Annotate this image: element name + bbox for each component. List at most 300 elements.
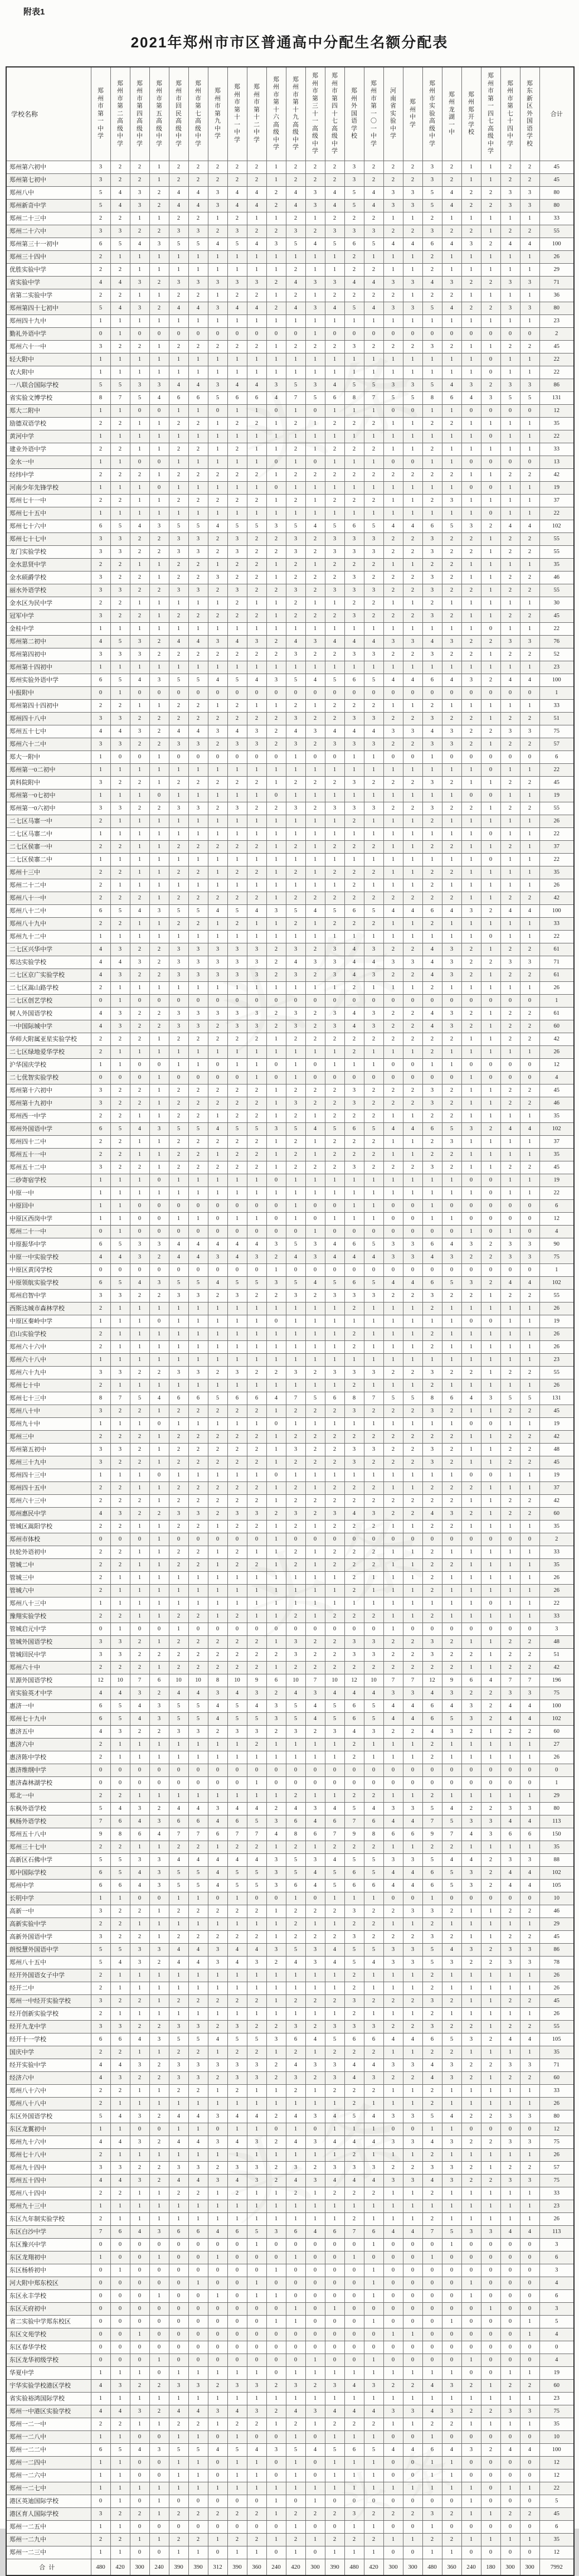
value-cell: 1: [305, 1225, 325, 1238]
value-cell: 1: [364, 366, 383, 379]
value-cell: 2: [461, 2405, 481, 2418]
school-name-cell: 优胜实验中学: [6, 263, 91, 276]
value-cell: 2: [208, 1507, 227, 1520]
value-cell: 1: [188, 2456, 208, 2469]
value-cell: 1: [110, 1174, 130, 1187]
value-cell: 4: [227, 379, 247, 391]
value-cell: 1: [305, 879, 325, 892]
value-cell: 2: [403, 2071, 422, 2084]
value-cell: 1: [500, 212, 520, 225]
value-cell: 3: [461, 520, 481, 532]
value-cell: 1: [305, 1302, 325, 1315]
value-cell: 1: [383, 1520, 403, 1533]
value-cell: 1: [481, 866, 500, 879]
value-cell: 1: [364, 1738, 383, 1751]
value-cell: 2: [325, 1648, 344, 1661]
value-cell: 0: [208, 2315, 227, 2328]
value-cell: 2: [149, 2379, 169, 2392]
value-cell: 5: [208, 391, 227, 404]
row-total-cell: 52: [539, 648, 574, 661]
value-cell: 1: [247, 917, 266, 930]
value-cell: 7: [383, 1674, 403, 1687]
value-cell: 1: [520, 597, 539, 609]
value-cell: 1: [91, 789, 110, 802]
value-cell: 1: [481, 1443, 500, 1456]
row-total-cell: 29: [539, 1789, 574, 1802]
value-cell: 1: [130, 314, 149, 327]
value-cell: 1: [500, 2097, 520, 2110]
value-cell: 6: [91, 2033, 110, 2046]
value-cell: 2: [110, 558, 130, 571]
value-cell: 1: [149, 1379, 169, 1392]
value-cell: 1: [208, 1417, 227, 1430]
value-cell: 1: [461, 1558, 481, 1571]
value-cell: 3: [91, 1084, 110, 1097]
value-cell: 5: [188, 1879, 208, 1892]
table-row: [6, 2084, 574, 2097]
value-cell: 1: [481, 2533, 500, 2546]
value-cell: 1: [364, 1045, 383, 1058]
school-name-cell: 郑州第七初中: [6, 173, 91, 186]
value-cell: 1: [500, 661, 520, 674]
value-cell: 1: [169, 481, 188, 494]
value-cell: 1: [500, 1187, 520, 1199]
value-cell: 1: [266, 2495, 286, 2507]
value-cell: 3: [91, 1289, 110, 1302]
value-cell: 1: [149, 815, 169, 827]
value-cell: 1: [227, 2097, 247, 2110]
value-cell: 3: [325, 2020, 344, 2033]
value-cell: 1: [442, 1546, 461, 1558]
value-cell: 3: [188, 1289, 208, 1302]
value-cell: 5: [110, 379, 130, 391]
value-cell: 3: [481, 2225, 500, 2238]
column-header-text: 郑州市第一四七高级中学: [488, 72, 494, 154]
value-cell: 4: [227, 2136, 247, 2148]
value-cell: 3: [442, 1020, 461, 1033]
value-cell: 2: [500, 545, 520, 558]
value-cell: 3: [110, 1289, 130, 1302]
value-cell: 6: [91, 1879, 110, 1892]
value-cell: 7: [500, 1674, 520, 1687]
value-cell: 1: [481, 1930, 500, 1943]
value-cell: 1: [91, 2430, 110, 2443]
value-cell: 1: [461, 1135, 481, 1148]
school-name-cell: 二七区兴华中学: [6, 943, 91, 956]
value-cell: 0: [266, 404, 286, 417]
value-cell: 1: [461, 1918, 481, 1930]
value-cell: 1: [461, 853, 481, 866]
value-cell: 0: [364, 1623, 383, 1635]
value-cell: 2: [91, 815, 110, 827]
value-cell: 2: [227, 571, 247, 584]
value-cell: 1: [149, 1097, 169, 1110]
value-cell: 0: [442, 1764, 461, 1776]
value-cell: 3: [383, 1802, 403, 1815]
value-cell: 3: [188, 532, 208, 545]
value-cell: 2: [130, 1033, 149, 1045]
value-cell: 1: [481, 815, 500, 827]
value-cell: 0: [344, 686, 364, 699]
value-cell: 0: [247, 1623, 266, 1635]
value-cell: 2: [344, 1045, 364, 1058]
value-cell: 1: [383, 1469, 403, 1481]
value-cell: 1: [481, 443, 500, 456]
value-cell: 2: [110, 571, 130, 584]
value-cell: 1: [169, 2366, 188, 2379]
value-cell: 3: [422, 1456, 442, 1469]
value-cell: 5: [188, 674, 208, 686]
value-cell: 0: [130, 1212, 149, 1225]
value-cell: 2: [481, 1879, 500, 1892]
value-cell: 0: [247, 2328, 266, 2341]
value-cell: 1: [520, 417, 539, 430]
value-cell: 4: [422, 1687, 442, 1699]
value-cell: 2: [130, 1084, 149, 1097]
value-cell: 2: [344, 443, 364, 456]
value-cell: 2: [110, 1033, 130, 1045]
value-cell: 1: [403, 1610, 422, 1623]
value-cell: 1: [149, 1610, 169, 1623]
value-cell: 0: [325, 2264, 344, 2277]
column-total-cell: 300: [500, 2559, 520, 2575]
value-cell: 4: [325, 725, 344, 738]
value-cell: 4: [500, 238, 520, 250]
value-cell: 0: [344, 2277, 364, 2289]
table-row: [6, 2110, 574, 2123]
value-cell: 1: [305, 622, 325, 635]
value-cell: 1: [266, 1841, 286, 1853]
value-cell: 3: [91, 173, 110, 186]
value-cell: 10: [364, 1674, 383, 1687]
value-cell: 1: [442, 250, 461, 263]
value-cell: 0: [344, 994, 364, 1007]
value-cell: 0: [110, 1764, 130, 1776]
value-cell: 5: [227, 904, 247, 917]
value-cell: 1: [325, 2200, 344, 2212]
school-name-cell: 省二实验中学郑东校区: [6, 2315, 91, 2328]
value-cell: 1: [383, 1135, 403, 1148]
value-cell: 2: [286, 1405, 305, 1417]
value-cell: 0: [344, 1776, 364, 1789]
value-cell: 1: [169, 789, 188, 802]
value-cell: 2: [247, 289, 266, 302]
value-cell: 2: [325, 2046, 344, 2059]
value-cell: 2: [403, 1507, 422, 1520]
value-cell: 2: [422, 1340, 442, 1353]
value-cell: 4: [383, 1866, 403, 1879]
value-cell: 5: [110, 238, 130, 250]
value-cell: 1: [461, 1635, 481, 1648]
value-cell: 1: [149, 2148, 169, 2161]
value-cell: 1: [208, 212, 227, 225]
value-cell: 2: [247, 1033, 266, 1045]
value-cell: 2: [169, 1905, 188, 1918]
value-cell: 4: [188, 1853, 208, 1866]
value-cell: 0: [188, 2289, 208, 2302]
row-total-cell: 33: [539, 212, 574, 225]
value-cell: 1: [110, 1469, 130, 1481]
value-cell: 3: [266, 1699, 286, 1712]
value-cell: 2: [422, 417, 442, 430]
row-total-cell: 45: [539, 776, 574, 789]
table-row: [6, 1571, 574, 1584]
value-cell: 1: [266, 866, 286, 879]
value-cell: 5: [247, 1276, 266, 1289]
table-row: [6, 1866, 574, 1879]
value-cell: 2: [383, 545, 403, 558]
value-cell: 0: [110, 750, 130, 763]
value-cell: 1: [520, 1379, 539, 1392]
value-cell: 3: [500, 1251, 520, 1263]
value-cell: 1: [442, 879, 461, 892]
table-row: [6, 276, 574, 289]
value-cell: 1: [500, 481, 520, 494]
value-cell: 1: [500, 314, 520, 327]
value-cell: 1: [364, 2456, 383, 2469]
table-row: [6, 1994, 574, 2007]
value-cell: 1: [266, 1930, 286, 1943]
value-cell: 2: [422, 250, 442, 263]
value-cell: 3: [91, 545, 110, 558]
value-cell: 2: [188, 1841, 208, 1853]
value-cell: 3: [286, 943, 305, 956]
totals-label-cell: 合计: [6, 2559, 91, 2575]
value-cell: 0: [403, 1533, 422, 1546]
value-cell: 1: [91, 1353, 110, 1366]
value-cell: 10: [286, 1674, 305, 1687]
value-cell: 1: [149, 1969, 169, 1982]
value-cell: 1: [208, 2046, 227, 2059]
column-header-cell: [247, 67, 266, 161]
value-cell: 2: [442, 2507, 461, 2520]
value-cell: 1: [247, 1315, 266, 1328]
value-cell: 1: [247, 981, 266, 994]
value-cell: 0: [130, 2251, 149, 2264]
value-cell: 3: [91, 1905, 110, 1918]
value-cell: 1: [461, 366, 481, 379]
value-cell: 0: [461, 1212, 481, 1225]
column-total-cell: 390: [325, 2559, 344, 2575]
value-cell: 2: [344, 1494, 364, 1507]
value-cell: 1: [442, 507, 461, 520]
value-cell: 1: [247, 2007, 266, 2020]
value-cell: 0: [247, 2315, 266, 2328]
value-cell: 5: [188, 238, 208, 250]
value-cell: 6: [110, 2033, 130, 2046]
school-name-cell: 郑州第十九初中: [6, 1097, 91, 1110]
value-cell: 2: [247, 2020, 266, 2033]
value-cell: 4: [247, 1943, 266, 1956]
value-cell: 2: [169, 1841, 188, 1853]
table-row: [6, 1289, 574, 1302]
value-cell: 4: [403, 1879, 422, 1892]
value-cell: 4: [344, 2405, 364, 2418]
table-row: [6, 1533, 574, 1546]
value-cell: 0: [169, 1263, 188, 1276]
value-cell: 3: [149, 1853, 169, 1866]
value-cell: 2: [149, 276, 169, 289]
value-cell: 0: [208, 2469, 227, 2482]
value-cell: 7: [169, 1828, 188, 1841]
value-cell: 1: [461, 917, 481, 930]
value-cell: 4: [266, 391, 286, 404]
value-cell: 2: [188, 1520, 208, 1533]
value-cell: 2: [130, 712, 149, 725]
value-cell: 2: [227, 494, 247, 507]
value-cell: 2: [110, 1161, 130, 1174]
value-cell: 2: [227, 558, 247, 571]
row-total-cell: 45: [539, 1930, 574, 1943]
value-cell: 0: [208, 327, 227, 340]
table-header: [6, 67, 574, 161]
value-cell: 1: [422, 2430, 442, 2443]
value-cell: 2: [130, 1635, 149, 1648]
value-cell: 0: [500, 1623, 520, 1635]
value-cell: 2: [364, 1841, 383, 1853]
value-cell: 0: [227, 1225, 247, 1238]
value-cell: 4: [442, 302, 461, 314]
value-cell: 0: [227, 994, 247, 1007]
table-row: [6, 2123, 574, 2136]
value-cell: 4: [169, 186, 188, 199]
value-cell: 2: [500, 532, 520, 545]
value-cell: 2: [110, 494, 130, 507]
value-cell: 1: [344, 2200, 364, 2212]
value-cell: 2: [344, 558, 364, 571]
column-header-cell: [305, 67, 325, 161]
value-cell: 1: [500, 1302, 520, 1315]
row-total-cell: 26: [539, 1328, 574, 1340]
value-cell: 6: [169, 1815, 188, 1828]
value-cell: 1: [188, 2212, 208, 2225]
value-cell: 2: [364, 289, 383, 302]
value-cell: 2: [383, 173, 403, 186]
value-cell: 1: [169, 1982, 188, 1994]
school-name-cell: 东区永丰学校: [6, 2289, 91, 2302]
value-cell: 3: [208, 2110, 227, 2123]
value-cell: 2: [383, 1161, 403, 1174]
value-cell: 2: [520, 738, 539, 750]
table-row: [6, 1071, 574, 1084]
value-cell: 3: [169, 1007, 188, 1020]
value-cell: 2: [325, 2507, 344, 2520]
row-total-cell: 45: [539, 1994, 574, 2007]
value-cell: 1: [481, 1097, 500, 1110]
value-cell: 2: [305, 1033, 325, 1045]
value-cell: 2: [169, 1930, 188, 1943]
value-cell: 2: [266, 956, 286, 969]
value-cell: 2: [344, 840, 364, 853]
value-cell: 1: [266, 1187, 286, 1199]
value-cell: 6: [286, 1879, 305, 1892]
value-cell: 2: [442, 1084, 461, 1097]
value-cell: 1: [286, 1340, 305, 1353]
value-cell: 2: [247, 1148, 266, 1161]
value-cell: 1: [461, 468, 481, 481]
value-cell: 2: [169, 340, 188, 353]
value-cell: 1: [91, 1199, 110, 1212]
value-cell: 1: [247, 763, 266, 776]
value-cell: 1: [442, 212, 461, 225]
value-cell: 3: [442, 2059, 461, 2071]
value-cell: 1: [188, 1918, 208, 1930]
value-cell: 3: [208, 2405, 227, 2418]
value-cell: 1: [169, 2212, 188, 2225]
value-cell: 1: [422, 2251, 442, 2264]
value-cell: 3: [403, 635, 422, 648]
value-cell: 1: [130, 827, 149, 840]
value-cell: 1: [208, 699, 227, 712]
value-cell: 1: [266, 815, 286, 827]
value-cell: 3: [520, 276, 539, 289]
value-cell: 3: [325, 2071, 344, 2084]
value-cell: 0: [305, 1058, 325, 1071]
school-name-cell: 郑州第一0二初中: [6, 763, 91, 776]
value-cell: 1: [325, 2430, 344, 2443]
value-cell: 1: [481, 1751, 500, 1764]
column-header-text: 郑州郑开学校: [468, 91, 474, 136]
value-cell: 2: [325, 173, 344, 186]
value-cell: 2: [422, 1661, 442, 1674]
value-cell: 1: [481, 1584, 500, 1597]
school-name-cell: 二七区马寨二中: [6, 827, 91, 840]
value-cell: 6: [442, 391, 461, 404]
value-cell: 1: [383, 2046, 403, 2059]
value-cell: 2: [305, 532, 325, 545]
value-cell: 1: [442, 699, 461, 712]
value-cell: 1: [149, 250, 169, 263]
value-cell: 1: [344, 622, 364, 635]
value-cell: 2: [481, 1276, 500, 1289]
row-total-cell: 6: [539, 2520, 574, 2533]
table-row: [6, 725, 574, 738]
value-cell: 1: [481, 1918, 500, 1930]
value-cell: 1: [520, 2366, 539, 2379]
value-cell: 1: [130, 2097, 149, 2110]
value-cell: 0: [227, 2277, 247, 2289]
value-cell: 3: [500, 956, 520, 969]
value-cell: 1: [325, 507, 344, 520]
value-cell: 1: [325, 1584, 344, 1597]
value-cell: 3: [500, 302, 520, 314]
value-cell: 2: [325, 417, 344, 430]
value-cell: 0: [247, 1533, 266, 1546]
value-cell: 4: [130, 2443, 149, 2456]
value-cell: 2: [364, 1135, 383, 1148]
value-cell: 2: [266, 1956, 286, 1969]
school-name-cell: 经纬中学: [6, 468, 91, 481]
value-cell: 1: [208, 2366, 227, 2379]
value-cell: 1: [325, 1353, 344, 1366]
value-cell: 6: [286, 2033, 305, 2046]
value-cell: 2: [169, 1033, 188, 1045]
value-cell: 2: [461, 584, 481, 597]
value-cell: 2: [383, 289, 403, 302]
value-cell: 4: [325, 2174, 344, 2187]
table-row: [6, 2136, 574, 2148]
value-cell: 1: [247, 1610, 266, 1623]
value-cell: 2: [383, 1905, 403, 1918]
value-cell: 3: [110, 943, 130, 956]
value-cell: 2: [442, 1481, 461, 1494]
value-cell: 1: [481, 584, 500, 597]
value-cell: 6: [247, 391, 266, 404]
value-cell: 2: [481, 2405, 500, 2418]
row-total-cell: 22: [539, 430, 574, 443]
value-cell: 1: [383, 366, 403, 379]
school-name-cell: 郑州第二初中: [6, 635, 91, 648]
